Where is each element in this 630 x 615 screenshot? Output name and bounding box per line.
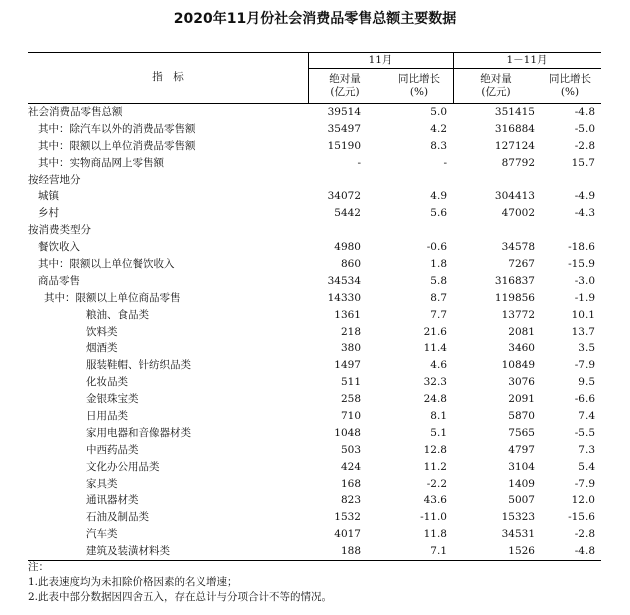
cell-ytd-growth: -7.9 (574, 359, 595, 372)
cell-nov-growth: 8.1 (430, 410, 447, 423)
cell-ytd-growth: 9.5 (578, 376, 595, 389)
table-row (28, 138, 601, 155)
table-header (28, 52, 601, 104)
cell-ytd-value: 316837 (494, 274, 535, 287)
cell-nov-growth: -0.6 (426, 241, 447, 254)
cell-ytd-value: 7565 (508, 426, 535, 439)
cell-ytd-value: 4797 (508, 443, 535, 456)
row-label: 通讯器材类 (86, 494, 139, 507)
table-row (28, 492, 601, 509)
table-row (28, 222, 601, 239)
cell-ytd-value: 5007 (508, 494, 535, 507)
cell-nov-growth: 7.7 (430, 308, 447, 321)
cell-ytd-growth: -4.3 (574, 207, 595, 220)
cell-ytd-value: 5870 (508, 410, 535, 423)
cell-nov-growth: 8.3 (430, 139, 447, 152)
cell-nov-value: - (357, 156, 361, 169)
cell-nov-growth: 12.8 (423, 443, 447, 456)
row-label: 其中：限额以上单位消费品零售额 (38, 139, 196, 152)
table-row (28, 408, 601, 425)
cell-nov-growth: -2.2 (426, 477, 447, 490)
cell-nov-value: 1532 (334, 511, 361, 524)
cell-nov-growth: 5.6 (430, 207, 447, 220)
table-row (28, 425, 601, 442)
cell-nov-value: 34072 (327, 190, 361, 203)
table-row (28, 391, 601, 408)
cell-ytd-value: 3076 (508, 376, 535, 389)
cell-nov-value: 380 (340, 342, 361, 355)
cell-nov-growth: 5.0 (430, 106, 447, 118)
cell-ytd-value: 47002 (501, 207, 535, 220)
cell-ytd-growth: -6.6 (574, 393, 595, 406)
row-label: 饮料类 (86, 325, 118, 338)
row-label: 社会消费品零售总额 (28, 106, 123, 118)
row-label: 家用电器和音像器材类 (86, 426, 191, 439)
table-row (28, 104, 601, 121)
header-period-ytd: 1－11月 (506, 54, 548, 66)
table-row (28, 509, 601, 526)
cell-nov-growth: 11.2 (423, 460, 447, 473)
cell-nov-growth: 1.8 (430, 258, 447, 271)
cell-ytd-growth: 7.4 (578, 410, 595, 423)
cell-nov-value: 258 (340, 393, 361, 406)
header-growth: 同比增长 (%) (398, 73, 440, 98)
data-table (28, 52, 601, 561)
cell-nov-growth: 4.6 (430, 359, 447, 372)
footnote-line: 2.此表中部分数据因四舍五入，存在总计与分项合计不等的情况。 (28, 591, 333, 603)
cell-nov-growth: 8.7 (430, 291, 447, 304)
table-row (28, 290, 601, 307)
cell-nov-growth: - (443, 156, 447, 169)
table-row (28, 172, 601, 189)
table-row (28, 324, 601, 341)
cell-nov-growth: 4.2 (430, 122, 447, 135)
cell-nov-growth: 43.6 (423, 494, 447, 507)
row-label: 烟酒类 (86, 342, 118, 355)
cell-ytd-value: 351415 (494, 106, 535, 118)
cell-ytd-growth: 5.4 (578, 460, 595, 473)
cell-nov-value: 1048 (334, 426, 361, 439)
cell-ytd-value: 1526 (508, 545, 535, 558)
cell-nov-value: 15190 (327, 139, 361, 152)
row-label: 其中：实物商品网上零售额 (38, 156, 164, 169)
table-row (28, 543, 601, 561)
table-row (28, 256, 601, 273)
cell-ytd-value: 3104 (508, 460, 535, 473)
row-label: 餐饮收入 (38, 241, 80, 254)
table-row (28, 273, 601, 290)
table-row (28, 307, 601, 324)
row-label: 建筑及装潢材料类 (86, 545, 170, 558)
cell-nov-value: 14330 (327, 291, 361, 304)
cell-nov-growth: 5.1 (430, 426, 447, 439)
cell-ytd-value: 13772 (501, 308, 535, 321)
table-row (28, 121, 601, 138)
cell-ytd-value: 34578 (501, 241, 535, 254)
cell-nov-growth: 4.9 (430, 190, 447, 203)
row-label: 其中：限额以上单位商品零售 (44, 291, 181, 304)
row-label: 按消费类型分 (28, 224, 91, 237)
table-row (28, 188, 601, 205)
cell-ytd-growth: 7.3 (578, 443, 595, 456)
cell-nov-value: 5442 (334, 207, 361, 220)
cell-ytd-value: 304413 (494, 190, 535, 203)
header-indicator: 指 标 (152, 71, 184, 83)
row-label: 金银珠宝类 (86, 393, 139, 406)
table-row (28, 476, 601, 493)
table-row (28, 442, 601, 459)
cell-nov-value: 511 (340, 376, 361, 389)
cell-ytd-value: 87792 (501, 156, 535, 169)
cell-ytd-growth: -4.8 (574, 106, 595, 118)
header-abs-value: 绝对量 (亿元) (329, 73, 361, 98)
row-label: 中西药品类 (86, 443, 139, 456)
cell-nov-value: 34534 (327, 274, 361, 287)
cell-nov-value: 823 (340, 494, 361, 507)
cell-ytd-value: 127124 (494, 139, 535, 152)
cell-ytd-growth: -3.0 (574, 274, 595, 287)
cell-ytd-value: 10849 (501, 359, 535, 372)
cell-ytd-growth: 12.0 (571, 494, 595, 507)
header-abs-value: 绝对量 (亿元) (480, 73, 512, 98)
cell-ytd-value: 3460 (508, 342, 535, 355)
footnote-line: 1.此表速度均为未扣除价格因素的名义增速； (28, 576, 238, 588)
row-label: 家具类 (86, 477, 118, 490)
row-label: 石油及制品类 (86, 511, 149, 524)
cell-nov-value: 503 (340, 443, 361, 456)
cell-nov-value: 39514 (327, 106, 361, 118)
cell-ytd-growth: -18.6 (568, 241, 595, 254)
footnote-heading: 注： (28, 561, 49, 573)
cell-nov-growth: 32.3 (423, 376, 447, 389)
cell-nov-value: 1497 (334, 359, 361, 372)
cell-nov-growth: 7.1 (430, 545, 447, 558)
cell-ytd-growth: -2.8 (574, 139, 595, 152)
cell-ytd-value: 1409 (508, 477, 535, 490)
row-label: 城镇 (38, 190, 59, 203)
row-label: 乡村 (38, 207, 59, 220)
cell-ytd-growth: -5.5 (574, 426, 595, 439)
row-label: 化妆品类 (86, 376, 128, 389)
table-body (28, 104, 601, 561)
cell-ytd-growth: 3.5 (578, 342, 595, 355)
cell-ytd-value: 119856 (494, 291, 535, 304)
cell-nov-value: 4017 (334, 528, 361, 541)
row-label: 文化办公用品类 (86, 460, 160, 473)
cell-nov-value: 35497 (327, 122, 361, 135)
row-label: 粮油、食品类 (86, 308, 149, 321)
header-divider (308, 68, 601, 69)
cell-ytd-growth: 10.1 (571, 308, 595, 321)
cell-ytd-value: 2081 (508, 325, 535, 338)
table-row (28, 155, 601, 172)
cell-ytd-value: 7267 (508, 258, 535, 271)
header-growth: 同比增长 (%) (549, 73, 591, 98)
cell-ytd-growth: -4.9 (574, 190, 595, 203)
cell-ytd-growth: -5.0 (574, 122, 595, 135)
table-row (28, 374, 601, 391)
row-label: 其中：除汽车以外的消费品零售额 (38, 122, 196, 135)
cell-nov-value: 218 (340, 325, 361, 338)
cell-ytd-growth: -2.8 (574, 528, 595, 541)
cell-ytd-growth: -1.9 (574, 291, 595, 304)
row-label: 服装鞋帽、针纺织品类 (86, 359, 191, 372)
cell-nov-value: 424 (340, 460, 361, 473)
cell-ytd-value: 316884 (494, 122, 535, 135)
table-row (28, 239, 601, 256)
cell-nov-growth: 5.8 (430, 274, 447, 287)
footnotes (28, 560, 332, 605)
cell-nov-value: 860 (340, 258, 361, 271)
cell-ytd-growth: -7.9 (574, 477, 595, 490)
cell-nov-value: 1361 (334, 308, 361, 321)
table-row (28, 205, 601, 222)
table-row (28, 459, 601, 476)
cell-ytd-growth: -15.9 (568, 258, 595, 271)
row-label: 按经营地分 (28, 173, 81, 186)
page-title: 2020年11月份社会消费品零售总额主要数据 (173, 11, 457, 27)
row-label: 其中：限额以上单位餐饮收入 (38, 258, 175, 271)
cell-ytd-growth: 13.7 (571, 325, 595, 338)
table-row (28, 340, 601, 357)
cell-ytd-growth: 15.7 (571, 156, 595, 169)
row-label: 商品零售 (38, 274, 80, 287)
table-row (28, 357, 601, 374)
cell-ytd-growth: -4.8 (574, 545, 595, 558)
cell-nov-value: 168 (340, 477, 361, 490)
cell-nov-value: 710 (340, 410, 361, 423)
table-row (28, 526, 601, 543)
cell-nov-growth: 24.8 (423, 393, 447, 406)
cell-ytd-growth: -15.6 (568, 511, 595, 524)
cell-nov-growth: 11.8 (423, 528, 447, 541)
cell-nov-value: 188 (340, 545, 361, 558)
cell-nov-growth: 11.4 (423, 342, 447, 355)
cell-ytd-value: 34531 (501, 528, 535, 541)
cell-nov-growth: -11.0 (420, 511, 447, 524)
cell-nov-value: 4980 (334, 241, 361, 254)
row-label: 日用品类 (86, 410, 128, 423)
cell-ytd-value: 2091 (508, 393, 535, 406)
cell-ytd-value: 15323 (501, 511, 535, 524)
row-label: 汽车类 (86, 528, 118, 541)
cell-nov-growth: 21.6 (423, 325, 447, 338)
header-period-november: 11月 (368, 54, 393, 66)
